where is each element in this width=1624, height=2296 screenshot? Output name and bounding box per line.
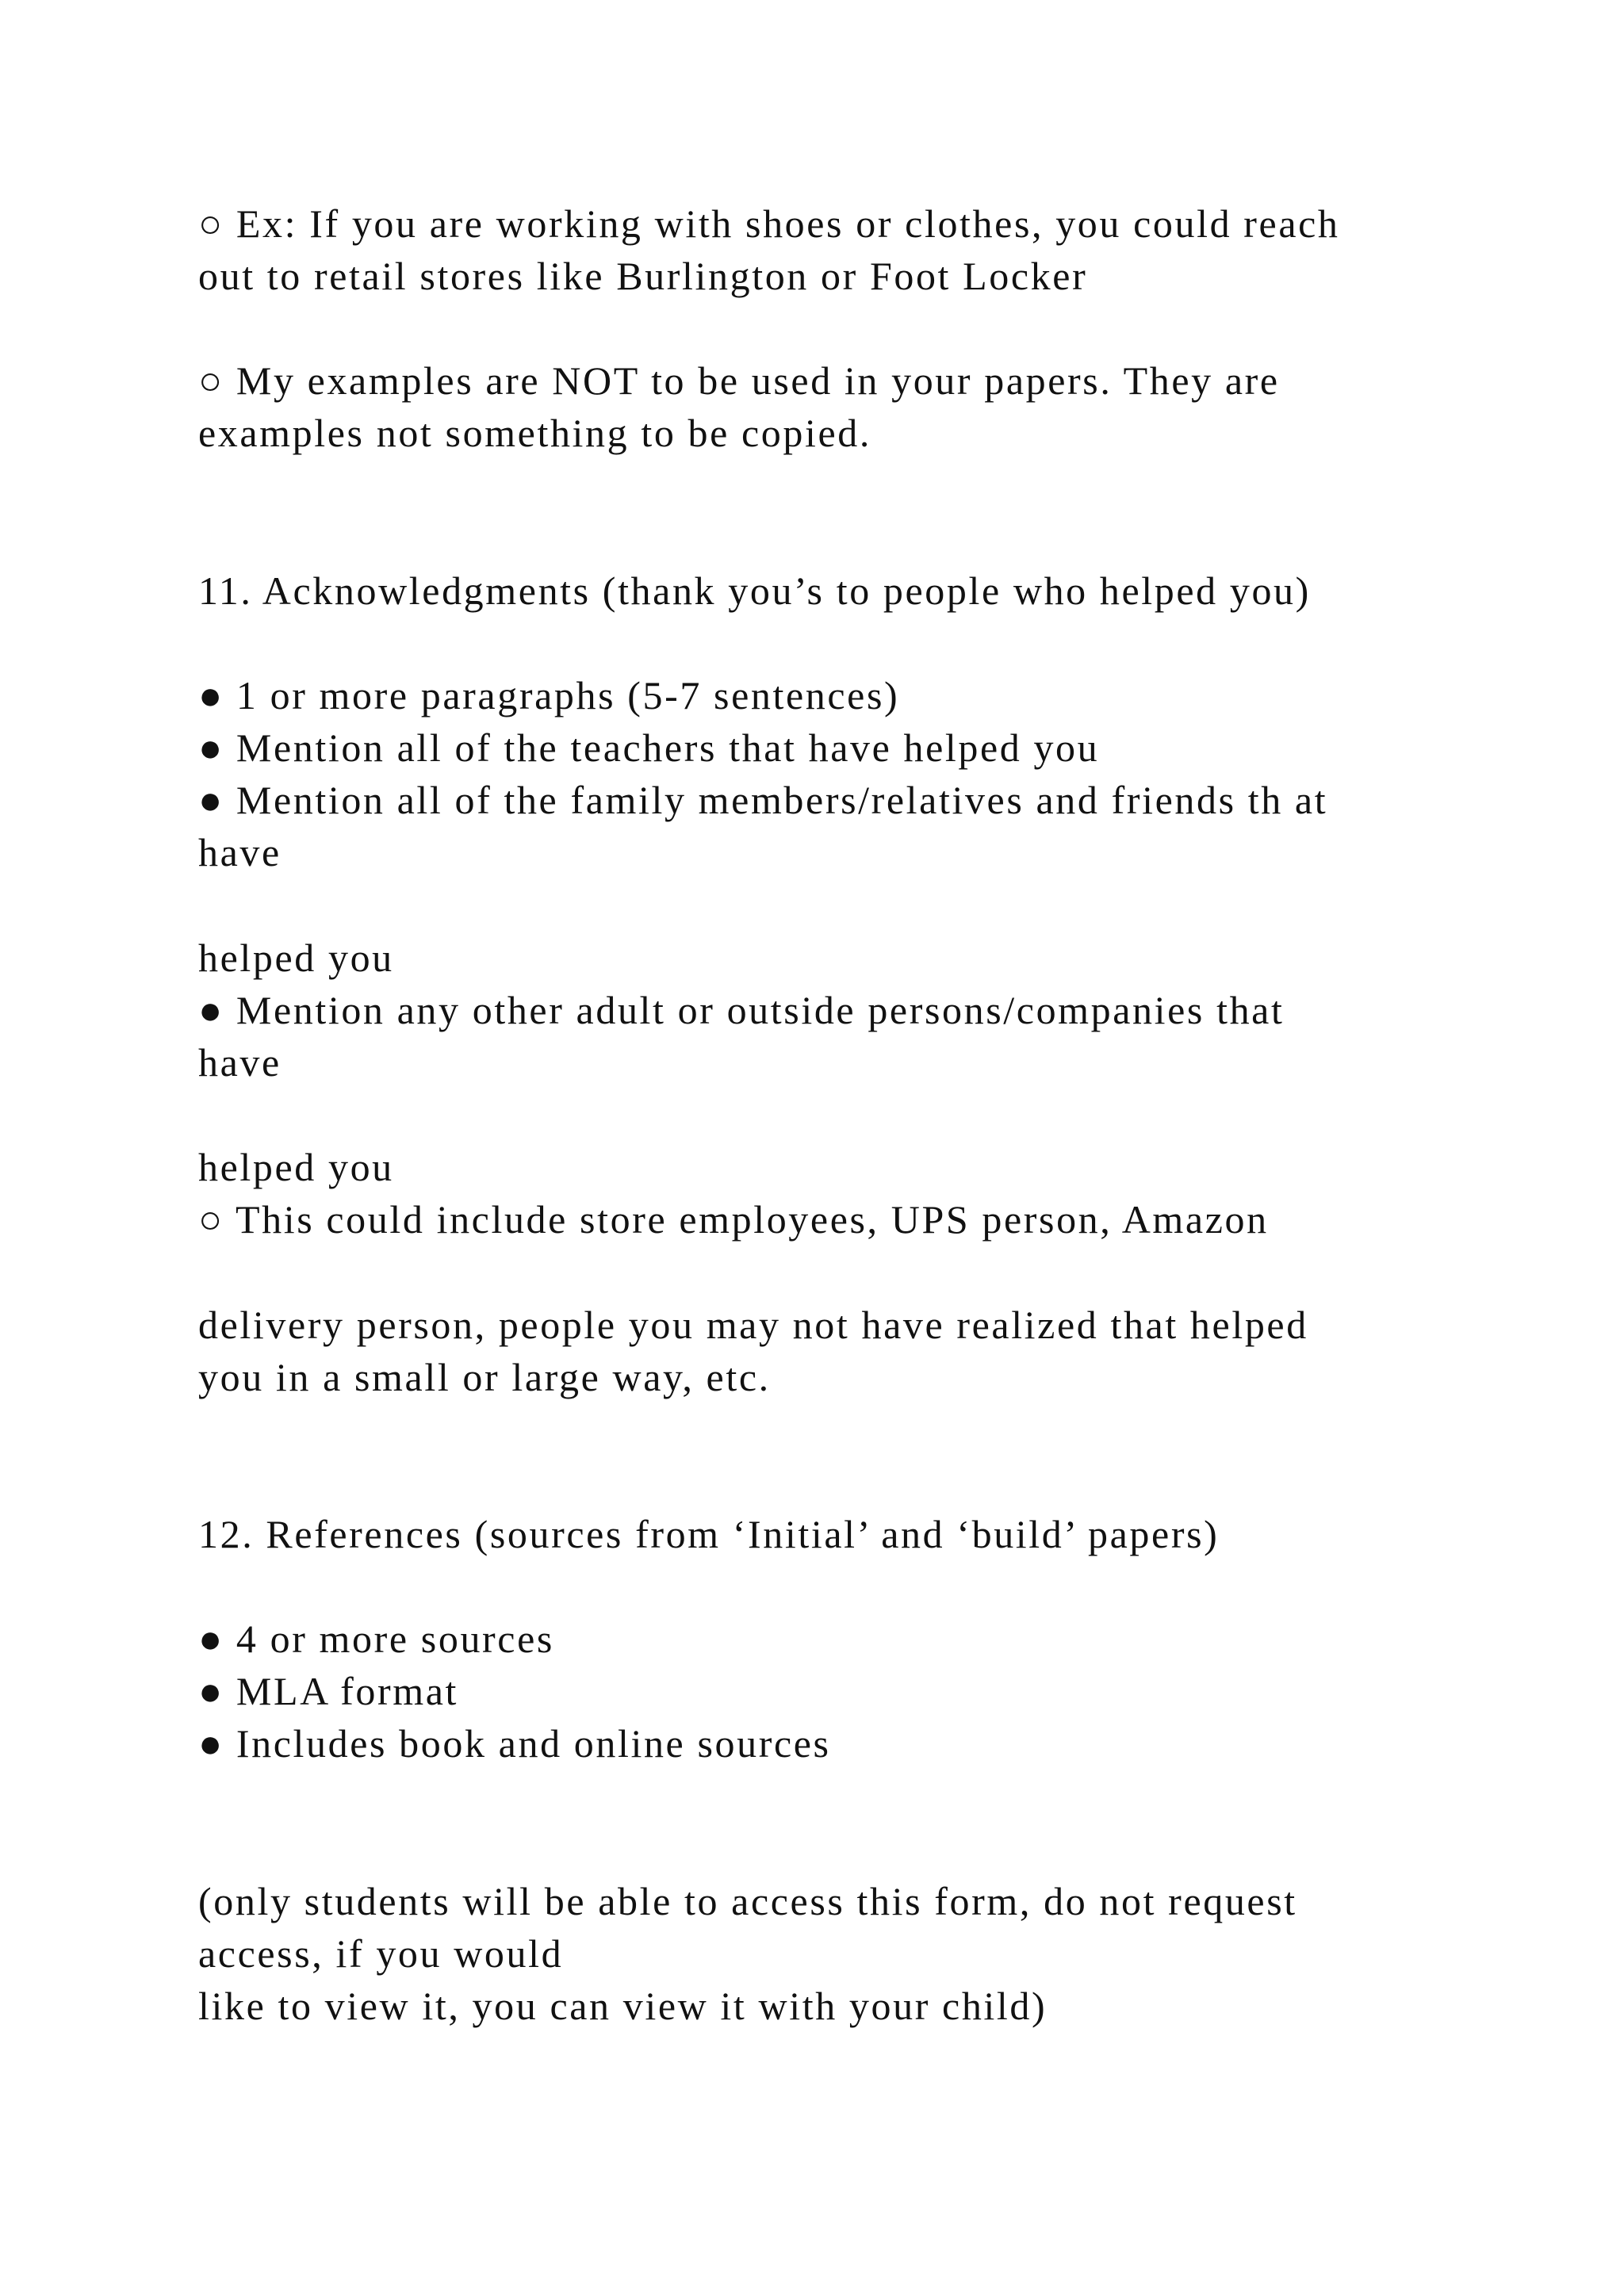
section-11-heading: 11. Acknowledgments (thank you’s to people who helped you) — [198, 568, 1311, 613]
example-retail-line-2: out to retail stores like Burlington or Foot Locker — [198, 254, 1088, 298]
ack-subbullet-store-line-3: you in a small or large way, etc. — [198, 1355, 771, 1399]
ack-bullet-outside-line-1: ● Mention any other adult or outside persons/companies that — [198, 988, 1285, 1032]
ref-bullet-book-online: ● Includes book and online sources — [198, 1721, 831, 1766]
access-note-line-3: like to view it, you can view it with your child) — [198, 1984, 1048, 2028]
ack-bullet-paragraphs: ● 1 or more paragraphs (5-7 sentences) — [198, 673, 900, 718]
ack-bullet-outside-line-3: helped you — [198, 1145, 394, 1189]
ack-bullet-family-line-2: have — [198, 830, 282, 874]
ack-subbullet-store-line-1: ○ This could include store employees, UPS person, Amazon — [198, 1197, 1269, 1242]
ref-bullet-mla: ● MLA format — [198, 1669, 459, 1713]
access-note-line-2: access, if you would — [198, 1931, 564, 1976]
example-retail-line-1: ○ Ex: If you are working with shoes or clothes, you could reach — [198, 201, 1340, 246]
ack-bullet-teachers: ● Mention all of the teachers that have helped you — [198, 725, 1100, 770]
ack-bullet-family-line-1: ● Mention all of the family members/relatives and friends th at — [198, 778, 1328, 822]
section-12-heading: 12. References (sources from ‘Initial’ and ‘build’ papers) — [198, 1512, 1220, 1556]
examples-warning-line-1: ○ My examples are NOT to be used in your papers. They are — [198, 358, 1280, 403]
examples-warning-line-2: examples not something to be copied. — [198, 411, 871, 455]
ack-bullet-outside-line-2: have — [198, 1040, 282, 1085]
access-note-line-1: (only students will be able to access this form, do not request — [198, 1879, 1297, 1923]
ack-subbullet-store-line-2: delivery person, people you may not have realized that helped — [198, 1303, 1308, 1347]
ref-bullet-sources: ● 4 or more sources — [198, 1617, 554, 1661]
ack-bullet-family-line-3: helped you — [198, 936, 394, 980]
